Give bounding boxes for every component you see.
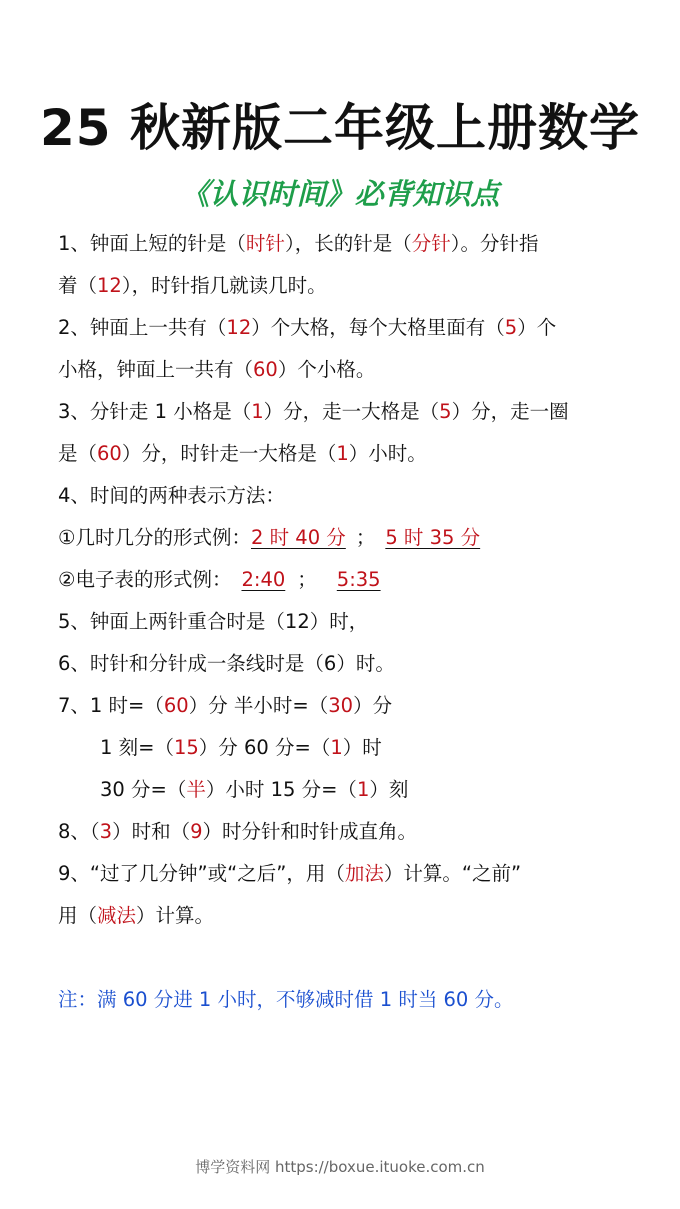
answer: 30 (328, 694, 354, 717)
text: ①几时几分的形式例： (58, 526, 251, 549)
text: ）。分针指 (450, 232, 539, 255)
point-7-line-2 (100, 734, 660, 762)
text: ）时 (342, 736, 382, 759)
text: ），长的针是（ (284, 232, 412, 255)
text: 小格，钟面上一共有（ (58, 358, 254, 381)
point-7-line-1 (58, 692, 660, 720)
text: 是（ (58, 442, 98, 465)
answer: 半 (186, 778, 206, 801)
point-6 (58, 650, 660, 678)
page-title: 25 秋新版二年级上册数学 (40, 99, 640, 157)
point-4-example-2 (58, 566, 660, 594)
text: ），时针指几就读几时。 (121, 274, 327, 297)
text: ）小时。 (348, 442, 427, 465)
answer: 5 时 35 分 (385, 526, 481, 549)
answer: 时针 (245, 232, 285, 255)
point-8 (58, 818, 660, 846)
text: 8、（ (58, 820, 100, 843)
point-5 (58, 608, 660, 636)
text: 2、钟面上一共有（ (58, 316, 227, 339)
text: ）分 60 分=（ (198, 736, 331, 759)
footer-source: 博学资料网 https://boxue.ituoke.com.cn (195, 1158, 485, 1176)
text: ）个 (517, 316, 557, 339)
point-4-example-1 (58, 524, 660, 552)
point-9-line-1 (58, 860, 660, 888)
text: ）刻 (369, 778, 409, 801)
answer: 5 (439, 400, 452, 423)
text: ）分，时针走一大格是（ (121, 442, 337, 465)
text: ②电子表的形式例： (58, 568, 232, 591)
answer: 1 (356, 778, 370, 801)
point-7-line-3 (100, 776, 660, 804)
text: ； (355, 526, 376, 549)
text: ）时和（ (112, 820, 191, 843)
note: 注：满 60 分进 1 小时，不够减时借 1 时当 60 分。 (58, 988, 514, 1011)
answer: 2:40 (241, 568, 286, 591)
text: 4、时间的两种表示方法： (58, 484, 285, 507)
text: 5、钟面上两针重合时是（12）时， (58, 610, 369, 633)
answer: 加法 (344, 862, 384, 885)
text: ）个小格。 (277, 358, 376, 381)
text: 7、1 时=（ (58, 694, 164, 717)
answer: 9 (190, 820, 203, 843)
page-subtitle: 《认识时间》必背知识点 (180, 177, 500, 211)
answer: 60 (163, 694, 189, 717)
point-9-line-2 (58, 902, 660, 930)
text: 1、钟面上短的针是（ (58, 232, 246, 255)
text: 3、分针走 1 小格是（ (58, 400, 252, 423)
text: 用（ (58, 904, 98, 927)
answer: 60 (253, 358, 278, 381)
text: ）小时 15 分=（ (205, 778, 357, 801)
text: 30 分=（ (100, 778, 187, 801)
answer: 5 (504, 316, 518, 339)
point-3-line-2 (58, 440, 660, 468)
text: 1 刻=（ (100, 736, 174, 759)
answer: 1 (330, 736, 343, 759)
text: ）分 半小时=（ (188, 694, 329, 717)
text: ）时分针和时针成直角。 (202, 820, 418, 843)
answer: 2 时 40 分 (250, 526, 346, 549)
answer: 15 (173, 736, 199, 759)
text: ）分，走一圈 (451, 400, 569, 423)
text: 9、“过了几分钟”或“之后”，用（ (58, 862, 345, 885)
text: ）计算。 (136, 904, 215, 927)
answer: 60 (97, 442, 122, 465)
text: ）计算。“之前” (383, 862, 522, 885)
answer: 5:35 (336, 568, 381, 591)
answer: 12 (97, 274, 122, 297)
text: ）分 (353, 694, 393, 717)
point-4-heading (58, 482, 660, 510)
text: ； (297, 568, 317, 591)
text: 着（ (58, 274, 98, 297)
answer: 12 (226, 316, 252, 339)
answer: 分针 (411, 232, 451, 255)
answer: 1 (251, 400, 264, 423)
text: ）分，走一大格是（ (263, 400, 440, 423)
answer: 3 (99, 820, 113, 843)
point-1-line-2 (58, 272, 660, 300)
text: 6、时针和分针成一条线时是（6）时。 (58, 652, 395, 675)
answer: 减法 (97, 904, 137, 927)
point-1-line-1 (58, 230, 660, 258)
text: ）个大格，每个大格里面有（ (251, 316, 505, 339)
point-3-line-1 (58, 398, 660, 426)
point-2-line-2 (58, 356, 660, 384)
answer: 1 (336, 442, 349, 465)
point-2-line-1 (58, 314, 660, 342)
